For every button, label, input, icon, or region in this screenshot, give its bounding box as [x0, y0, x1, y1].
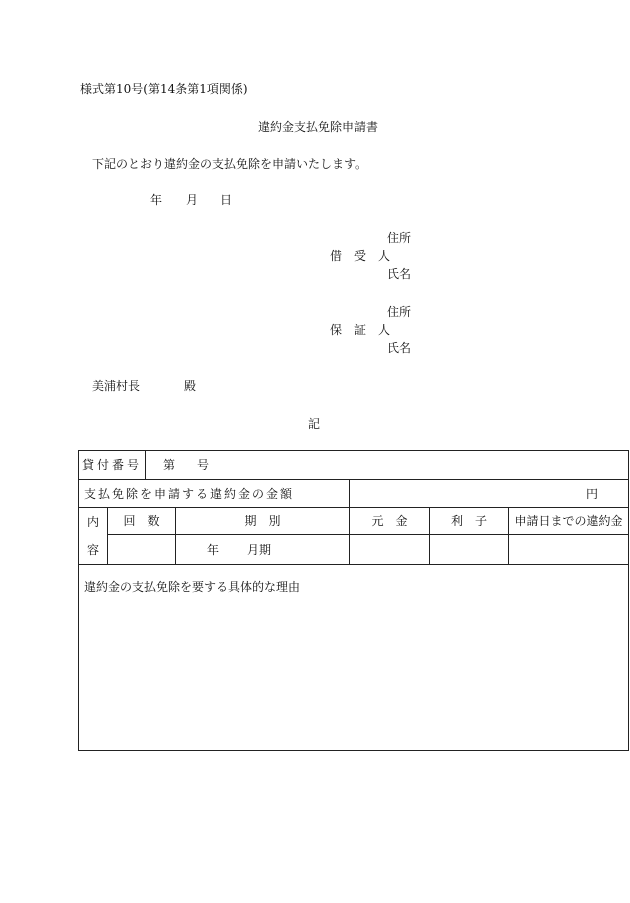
guarantor-role: 保 証 人: [330, 323, 391, 337]
application-table: [78, 450, 629, 751]
reason-label: 違約金の支払免除を要する具体的な理由: [84, 580, 301, 594]
amount-unit: 円: [586, 486, 599, 501]
amount-label: 支払免除を申請する違約金の金額: [79, 480, 350, 508]
borrower-address-label: 住所: [387, 231, 412, 245]
date-day: 日: [220, 193, 233, 207]
reason-cell[interactable]: [79, 565, 629, 751]
loan-number-cell[interactable]: [146, 451, 629, 480]
loan-number-label: 貸付番号: [79, 451, 146, 480]
content-label-2: 容: [86, 543, 99, 557]
guarantor-address-label: 住所: [387, 305, 412, 319]
header-interest: 利 子: [430, 508, 509, 535]
header-penalty: 申請日までの違約金: [509, 508, 629, 535]
ki-heading: 記: [308, 417, 321, 431]
date-month: 月: [186, 193, 199, 207]
loan-number-prefix: 第: [163, 458, 176, 472]
content-label: [79, 508, 108, 565]
period-year: 年: [207, 542, 220, 557]
addressee-honorific: 殿: [184, 379, 197, 393]
date-year: 年: [150, 193, 163, 207]
borrower-role: 借 受 人: [330, 249, 391, 263]
borrower-name-label: 氏名: [387, 267, 412, 281]
header-period: 期 別: [176, 508, 350, 535]
period-cell[interactable]: [176, 535, 350, 565]
header-count: 回 数: [108, 508, 176, 535]
intro-text: 下記のとおり違約金の支払免除を申請いたします。: [92, 157, 368, 171]
guarantor-name-label: 氏名: [387, 341, 412, 355]
addressee-name: 美浦村長: [92, 379, 141, 393]
period-month: 月期: [247, 542, 272, 557]
count-cell[interactable]: [108, 535, 176, 565]
interest-cell[interactable]: [430, 535, 509, 565]
penalty-cell[interactable]: [509, 535, 629, 565]
content-label-1: 内: [86, 515, 99, 529]
principal-cell[interactable]: [350, 535, 430, 565]
form-number: 様式第10号(第14条第1項関係): [80, 82, 248, 96]
loan-number-suffix: 号: [197, 458, 210, 472]
header-principal: 元 金: [350, 508, 430, 535]
amount-cell[interactable]: [350, 480, 629, 508]
document-title: 違約金支払免除申請書: [258, 120, 379, 134]
